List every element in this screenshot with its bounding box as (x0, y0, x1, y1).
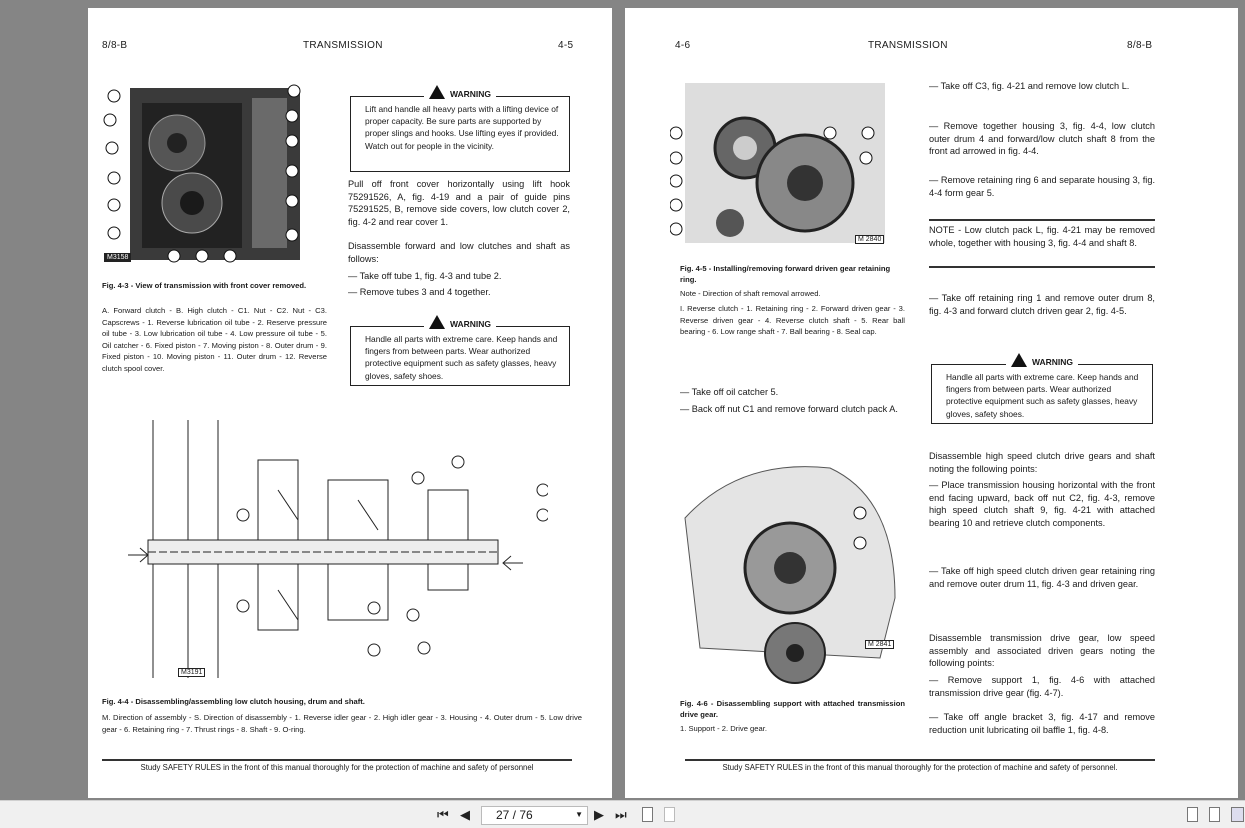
fig-4-3-caption-body: A. Forward clutch - B. High clutch - C1. Nut - C2. Nut - C3. Capscrews - 1. Reverse lubrication oil tube - 2. Reserve pressure oil tube - 3. Low lubrication oil tube - 4. Low pressure oil tube - 5. Oil catcher - 6. Fixed piston - 7. Moving piston - 8. Outer drum - 9. Fixed piston - 10. Moving piston - 11. Outer drum - 12. Reverse clutch spool cover. (102, 306, 327, 373)
step: — Back off nut C1 and remove forward clutch pack A. (680, 404, 898, 414)
fig-4-6-photo (680, 458, 905, 690)
warning-text: Handle all parts with extreme care. Keep hands and fingers from between parts. Wear authorized protective equipment such as safety glasses, heavy gloves, safety shoes. (365, 334, 558, 381)
right-page (625, 8, 1238, 798)
step: — Remove tubes 3 and 4 together. (348, 287, 491, 297)
page-value[interactable]: 27 / 76 (496, 808, 533, 822)
step: — Place transmission housing horizontal with the front end facing upward, back off nut C2, fig. 4-3, remove high speed clutch shaft 9, fig. 4-21 with attached bearing 10 and retrieve clutch components. (929, 480, 1155, 528)
note-divider (929, 219, 1155, 221)
page-header-title: TRANSMISSION (868, 40, 948, 51)
last-page-icon[interactable]: ⏭ (615, 807, 627, 822)
page-footer: Study SAFETY RULES in the front of this manual thoroughly for the protection of machine and safety of personnel (140, 763, 534, 772)
page-selector[interactable] (481, 806, 588, 825)
step: — Take off tube 1, fig. 4-3 and tube 2. (348, 271, 502, 281)
paragraph: Disassemble transmission drive gear, low speed assembly and associated driven gears noting the following points: (929, 633, 1155, 669)
image-code: M3191 (178, 668, 205, 677)
prev-page-icon[interactable]: ◀ (460, 807, 470, 822)
paragraph: Disassemble forward and low clutches and shaft as follows: (348, 241, 570, 264)
fig-4-3-photo (102, 83, 302, 268)
footer-divider (685, 759, 1155, 761)
step: — Remove support 1, fig. 4-6 with attached transmission drive gear (fig. 4-7). (929, 675, 1155, 698)
paragraph: Pull off front cover horizontally using lift hook 75291526, A, fig. 4-19 and a pair of guide pins 75291525, B, remove side covers, low clutch cover 2, fig. 4-2 and rear cover 1. (348, 179, 570, 227)
image-code: M 2841 (865, 640, 894, 649)
page-footer: Study SAFETY RULES in the front of this manual thoroughly for the protection of machine and safety of personnel. (722, 763, 1118, 772)
warning-box (350, 89, 570, 172)
warning-text: Handle all parts with extreme care. Keep hands and fingers from between parts. Wear authorized protective equipment such as safety glasses, heavy gloves, safety shoes. (946, 372, 1139, 419)
left-page (88, 8, 612, 798)
warning-triangle-icon (1011, 353, 1027, 367)
first-page-icon[interactable]: ⏮ (437, 807, 449, 822)
step: — Take off oil catcher 5. (680, 387, 779, 397)
step: — Remove retaining ring 6 and separate housing 3, fig. 4-4 form gear 5. (929, 175, 1155, 198)
fig-4-4-drawing (128, 420, 548, 678)
step: — Take off C3, fig. 4-21 and remove low clutch L. (929, 81, 1130, 91)
warning-triangle-icon (429, 85, 445, 99)
warning-title: WARNING (1031, 357, 1074, 367)
step: — Take off high speed clutch driven gear retaining ring and remove outer drum 11, fig. 4-3 and driven gear. (929, 566, 1155, 589)
warning-box (931, 357, 1153, 424)
image-code: M 2840 (855, 235, 884, 244)
note-divider (929, 266, 1155, 268)
page-number: 4-6 (675, 40, 691, 51)
page-header-title: TRANSMISSION (303, 40, 383, 51)
page-number: 4-5 (558, 40, 574, 51)
fit-width-icon[interactable] (664, 807, 675, 822)
fig-4-6-caption-title: Fig. 4-6 - Disassembling support with attached transmission drive gear. (680, 699, 905, 719)
note: NOTE - Low clutch pack L, fig. 4-21 may be removed whole, together with housing 3, fig. 4-4 and shaft 8. (929, 225, 1155, 248)
viewer-toolbar (0, 800, 1245, 828)
page-section-code: 8/8-B (102, 40, 128, 51)
fig-4-4-caption-title: Fig. 4-4 - Disassembling/assembling low clutch housing, drum and shaft. (102, 697, 365, 706)
fig-4-6-caption-body: 1. Support - 2. Drive gear. (680, 724, 767, 733)
warning-title: WARNING (449, 89, 492, 99)
step: — Remove together housing 3, fig. 4-4, low clutch outer drum 4 and forward/low clutch shaft 8 from the front ad arrowed in fig. 4-4. (929, 121, 1155, 157)
step: — Take off angle bracket 3, fig. 4-17 and remove reduction unit lubricating oil baffle 1, fig. 4-8. (929, 712, 1155, 735)
warning-box (350, 319, 570, 386)
fig-4-5-caption-body: I. Reverse clutch - 1. Retaining ring - 2. Forward driven gear - 3. Reverse driven gear - 4. Reverse clutch shaft - 5. Rear ball bearing - 6. Low range shaft - 7. Ball bearing - 8. Seal cap. (680, 304, 905, 336)
warning-triangle-icon (429, 315, 445, 329)
page-section-code: 8/8-B (1127, 40, 1153, 51)
next-page-icon[interactable]: ▶ (594, 807, 604, 822)
image-code: M3158 (104, 253, 131, 262)
fig-4-5-caption-title: Fig. 4-5 - Installing/removing forward driven gear retaining ring. (680, 264, 891, 284)
fig-4-5-note: Note - Direction of shaft removal arrowed. (680, 289, 821, 298)
footer-divider (102, 759, 572, 761)
single-page-icon[interactable] (1187, 807, 1198, 822)
fit-page-icon[interactable] (642, 807, 653, 822)
fig-4-4-caption-body: M. Direction of assembly - S. Direction of disassembly - 1. Reverse idler gear - 2. High idler gear - 3. Housing - 4. Outer drum - 5. Low drive gear - 6. Retaining ring - 7. Thrust rings - 8. Shaft - 9. O-ring. (102, 713, 582, 734)
paragraph: Disassemble high speed clutch drive gears and shaft noting the following points: (929, 451, 1155, 474)
fig-4-3-caption-title: Fig. 4-3 - View of transmission with front cover removed. (102, 281, 307, 290)
warning-title: WARNING (449, 319, 492, 329)
chevron-down-icon[interactable]: ▼ (575, 810, 583, 819)
fig-4-5-photo (670, 83, 885, 251)
step: — Take off retaining ring 1 and remove outer drum 8, fig. 4-3 and forward clutch driven gear 2, fig. 4-5. (929, 293, 1155, 316)
two-page-icon[interactable] (1231, 807, 1244, 822)
continuous-page-icon[interactable] (1209, 807, 1220, 822)
warning-text: Lift and handle all heavy parts with a lifting device of proper capacity. Be sure parts are supported by proper slings and hooks. Use lifting eyes if provided. Watch out for people in the vicinity. (365, 104, 559, 151)
